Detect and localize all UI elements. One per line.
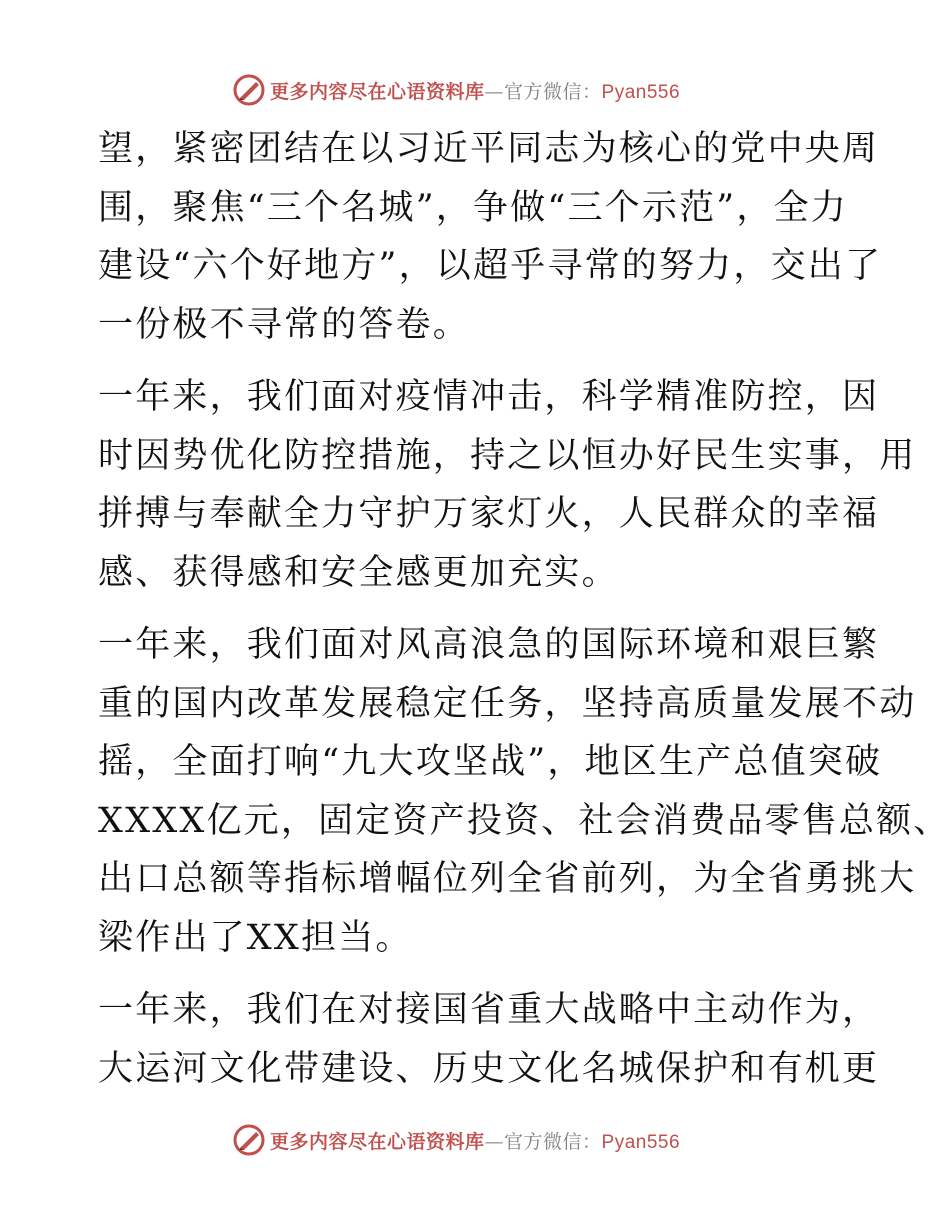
text-line: 围，聚焦“三个名城”，争做“三个示范”，全力 xyxy=(98,187,848,228)
watermark-wechat-label: 官方微信： xyxy=(504,1130,602,1153)
watermark-text xyxy=(270,1127,680,1154)
header-watermark xyxy=(232,72,680,108)
paragraph xyxy=(98,616,950,967)
text-line: 出口总额等指标增幅位列全省前列，为全省勇挑大 xyxy=(98,859,917,899)
watermark-separator: — xyxy=(484,80,505,103)
watermark-text xyxy=(270,77,680,104)
logo-icon xyxy=(232,1123,266,1157)
document-body xyxy=(98,120,950,1098)
text-line: 一份极不寻常的答卷。 xyxy=(98,304,471,345)
watermark-wechat-id: Pyan556 xyxy=(601,1131,681,1153)
text-line: 重的国内改革发展稳定任务，坚持高质量发展不动 xyxy=(98,683,917,724)
watermark-separator: — xyxy=(484,1130,505,1153)
text-line: 梁作出了XX担当。 xyxy=(98,917,413,958)
text-line: 时因势优化防控措施，持之以恒办好民生实事，用 xyxy=(98,435,917,476)
text-line: 一年来，我们面对风高浪急的国际环境和艰巨繁 xyxy=(98,625,880,665)
text-line: 拼搏与奉献全力守护万家灯火，人民群众的幸福 xyxy=(98,494,880,534)
text-line: 望，紧密团结在以习近平同志为核心的党中央周 xyxy=(98,129,880,169)
watermark-wechat-id: Pyan556 xyxy=(601,81,681,103)
text-line: 大运河文化带建设、历史文化名城保护和有机更 xyxy=(98,1048,880,1089)
footer-watermark xyxy=(232,1122,680,1158)
watermark-wechat-label: 官方微信： xyxy=(504,80,602,103)
logo-icon xyxy=(232,73,266,107)
text-line: 一年来，我们在对接国省重大战略中主动作为， xyxy=(98,990,880,1030)
text-line: 感、获得感和安全感更加充实。 xyxy=(98,552,619,593)
text-line: 建设“六个好地方”，以超乎寻常的努力，交出了 xyxy=(98,246,883,286)
text-line: XXXX亿元，固定资产投资、社会消费品零售总额、 xyxy=(98,800,950,841)
watermark-main: 更多内容尽在心语资料库 xyxy=(270,80,485,103)
watermark-main: 更多内容尽在心语资料库 xyxy=(270,1130,485,1153)
paragraph xyxy=(98,368,917,602)
paragraph xyxy=(98,120,883,354)
text-line: 摇，全面打响“九大攻坚战”，地区生产总值突破 xyxy=(98,742,883,782)
paragraph xyxy=(98,981,880,1098)
text-line: 一年来，我们面对疫情冲击，科学精准防控，因 xyxy=(98,377,880,417)
